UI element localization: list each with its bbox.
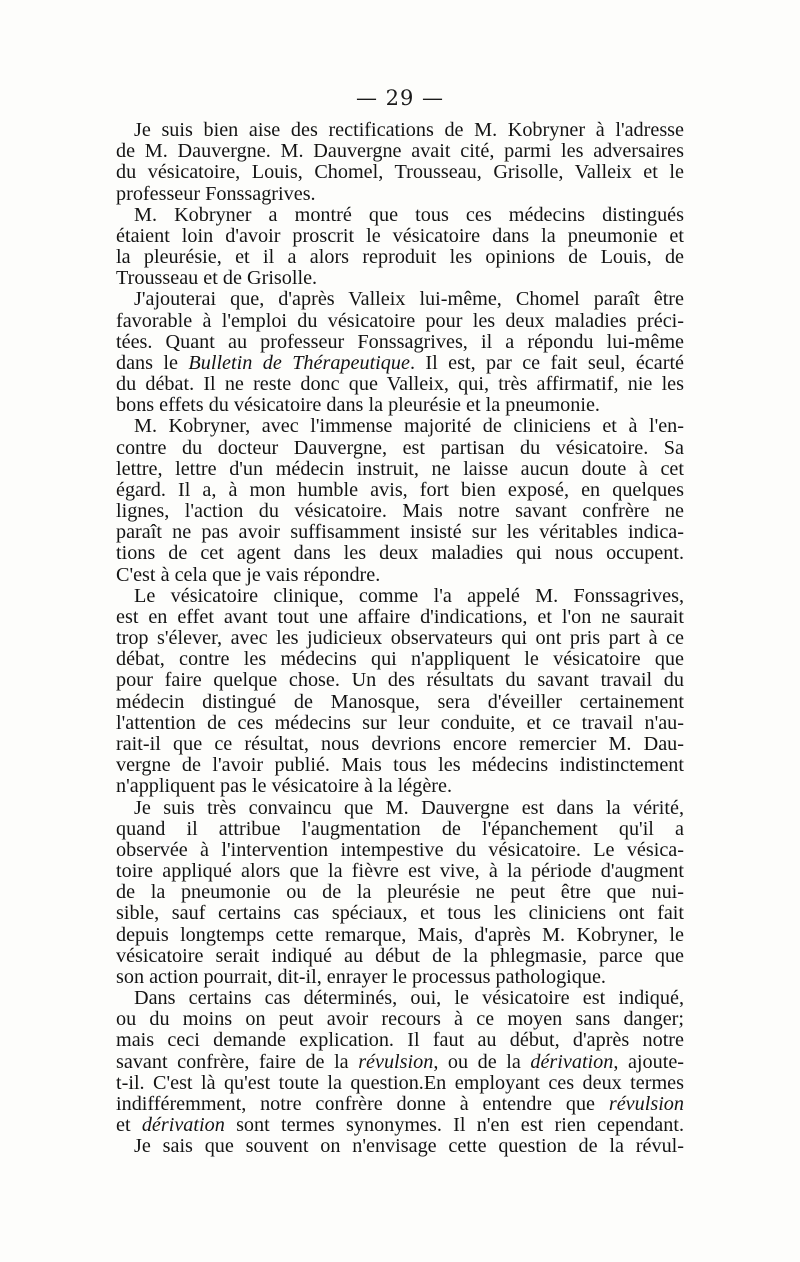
- text-line: médecin distingué de Manosque, sera d'éveiller certainement: [116, 690, 684, 713]
- text-line: tions de cet agent dans les deux maladies qui nous occupent.: [116, 542, 684, 565]
- text-line: Dans certains cas déterminés, oui, le vésicatoire est indiqué,: [134, 987, 684, 1010]
- text-line: l'attention de ces médecins sur leur conduite, et ce travail n'au-: [116, 711, 684, 734]
- text-line: Je sais que souvent on n'envisage cette question de la révul-: [134, 1135, 684, 1158]
- text-line: sible, sauf certains cas spéciaux, et tous les cliniciens ont fait: [116, 902, 684, 925]
- text-line: débat, contre les médecins qui n'appliquent le vésicatoire que: [116, 648, 684, 671]
- text-line: M. Kobryner a montré que tous ces médecins distingués: [134, 203, 684, 226]
- text-line: du débat. Il ne reste donc que Valleix, qui, très affirmatif, nie les: [116, 373, 684, 396]
- text-line: égard. Il a, à mon humble avis, fort bien exposé, en quelques: [116, 478, 684, 501]
- text-line: vergne de l'avoir publié. Mais tous les médecins indistinctement: [116, 754, 684, 777]
- text-line: dans le Bulletin de Thérapeutique. Il est, par ce fait seul, écarté: [116, 351, 685, 374]
- text-line: trop s'élever, avec les judicieux observateurs qui ont pris part à ce: [116, 627, 684, 650]
- text-line: J'ajouterai que, d'après Valleix lui-même, Chomel paraît être: [134, 288, 684, 311]
- text-line: la pleurésie, et il a alors reproduit les opinions de Louis, de: [116, 246, 684, 269]
- text-line: vésicatoire serait indiqué au début de la phlegmasie, parce que: [116, 944, 684, 967]
- text-line: Le vésicatoire clinique, comme l'a appelé M. Fonssagrives,: [134, 584, 684, 607]
- text-line: n'appliquent pas le vésicatoire à la légère.: [116, 775, 453, 798]
- text-line: indifféremment, notre confrère donne à entendre que révulsion: [116, 1092, 684, 1115]
- text-line: savant confrère, faire de la révulsion, ou de la dérivation, ajoute-: [116, 1050, 684, 1073]
- text-line: est en effet avant tout une affaire d'indications, et l'on ne saurait: [116, 605, 684, 628]
- text-line: quand il attribue l'augmentation de l'épanchement qu'il a: [116, 817, 684, 840]
- text-line: paraît ne pas avoir suffisamment insisté sur les véritables indica-: [116, 521, 684, 544]
- text-line: tées. Quant au professeur Fonssagrives, il a répondu lui-même: [116, 330, 684, 353]
- text-line: depuis longtemps cette remarque, Mais, d'après M. Kobryner, le: [116, 923, 684, 946]
- text-line: de la pneumonie ou de la pleurésie ne peut être que nui-: [116, 881, 684, 904]
- text-line: toire appliqué alors que la fièvre est vive, à la période d'augment: [116, 860, 684, 883]
- text-line: lettre, lettre d'un médecin instruit, ne laisse aucun doute à cet: [116, 457, 684, 480]
- text-line: t-il. C'est là qu'est toute la question.En employant ces deux termes: [116, 1071, 684, 1094]
- text-line: Trousseau et de Grisolle.: [116, 267, 318, 290]
- text-line: son action pourrait, dit-il, enrayer le processus pathologique.: [116, 965, 606, 988]
- body-text: [116, 120, 684, 1157]
- text-line: ou du moins on peut avoir recours à ce moyen sans danger;: [116, 1008, 684, 1031]
- text-line: C'est à cela que je vais répondre.: [116, 563, 381, 586]
- text-line: favorable à l'emploi du vésicatoire pour les deux maladies préci-: [116, 309, 684, 332]
- text-line: et dérivation sont termes synonymes. Il n'en est rien cependant.: [116, 1114, 684, 1137]
- text-line: mais ceci demande explication. Il faut au début, d'après notre: [116, 1029, 684, 1052]
- text-line: de M. Dauvergne. M. Dauvergne avait cité, parmi les adversaires: [116, 140, 684, 163]
- text-line: observée à l'intervention intempestive du vésicatoire. Le vésica-: [116, 838, 684, 861]
- text-line: M. Kobryner, avec l'immense majorité de cliniciens et à l'en-: [134, 415, 684, 438]
- text-line: contre du docteur Dauvergne, est partisan du vésicatoire. Sa: [116, 436, 684, 459]
- page-number: — 29 —: [355, 86, 445, 110]
- text-line: rait-il que ce résultat, nous devrions encore remercier M. Dau-: [116, 732, 684, 755]
- text-line: bons effets du vésicatoire dans la pleurésie et la pneumonie.: [116, 394, 600, 417]
- text-line: du vésicatoire, Louis, Chomel, Trousseau, Grisolle, Valleix et le: [116, 161, 684, 184]
- text-line: Je suis très convaincu que M. Dauvergne est dans la vérité,: [134, 796, 684, 819]
- text-line: lignes, l'action du vésicatoire. Mais notre savant confrère ne: [116, 500, 684, 523]
- text-line: professeur Fonssagrives.: [116, 182, 316, 205]
- text-line: pour faire quelque chose. Un des résultats du savant travail du: [116, 669, 684, 692]
- text-line: Je suis bien aise des rectifications de M. Kobryner à l'adresse: [134, 119, 684, 141]
- text-line: étaient loin d'avoir proscrit le vésicatoire dans la pneumonie et: [116, 224, 684, 247]
